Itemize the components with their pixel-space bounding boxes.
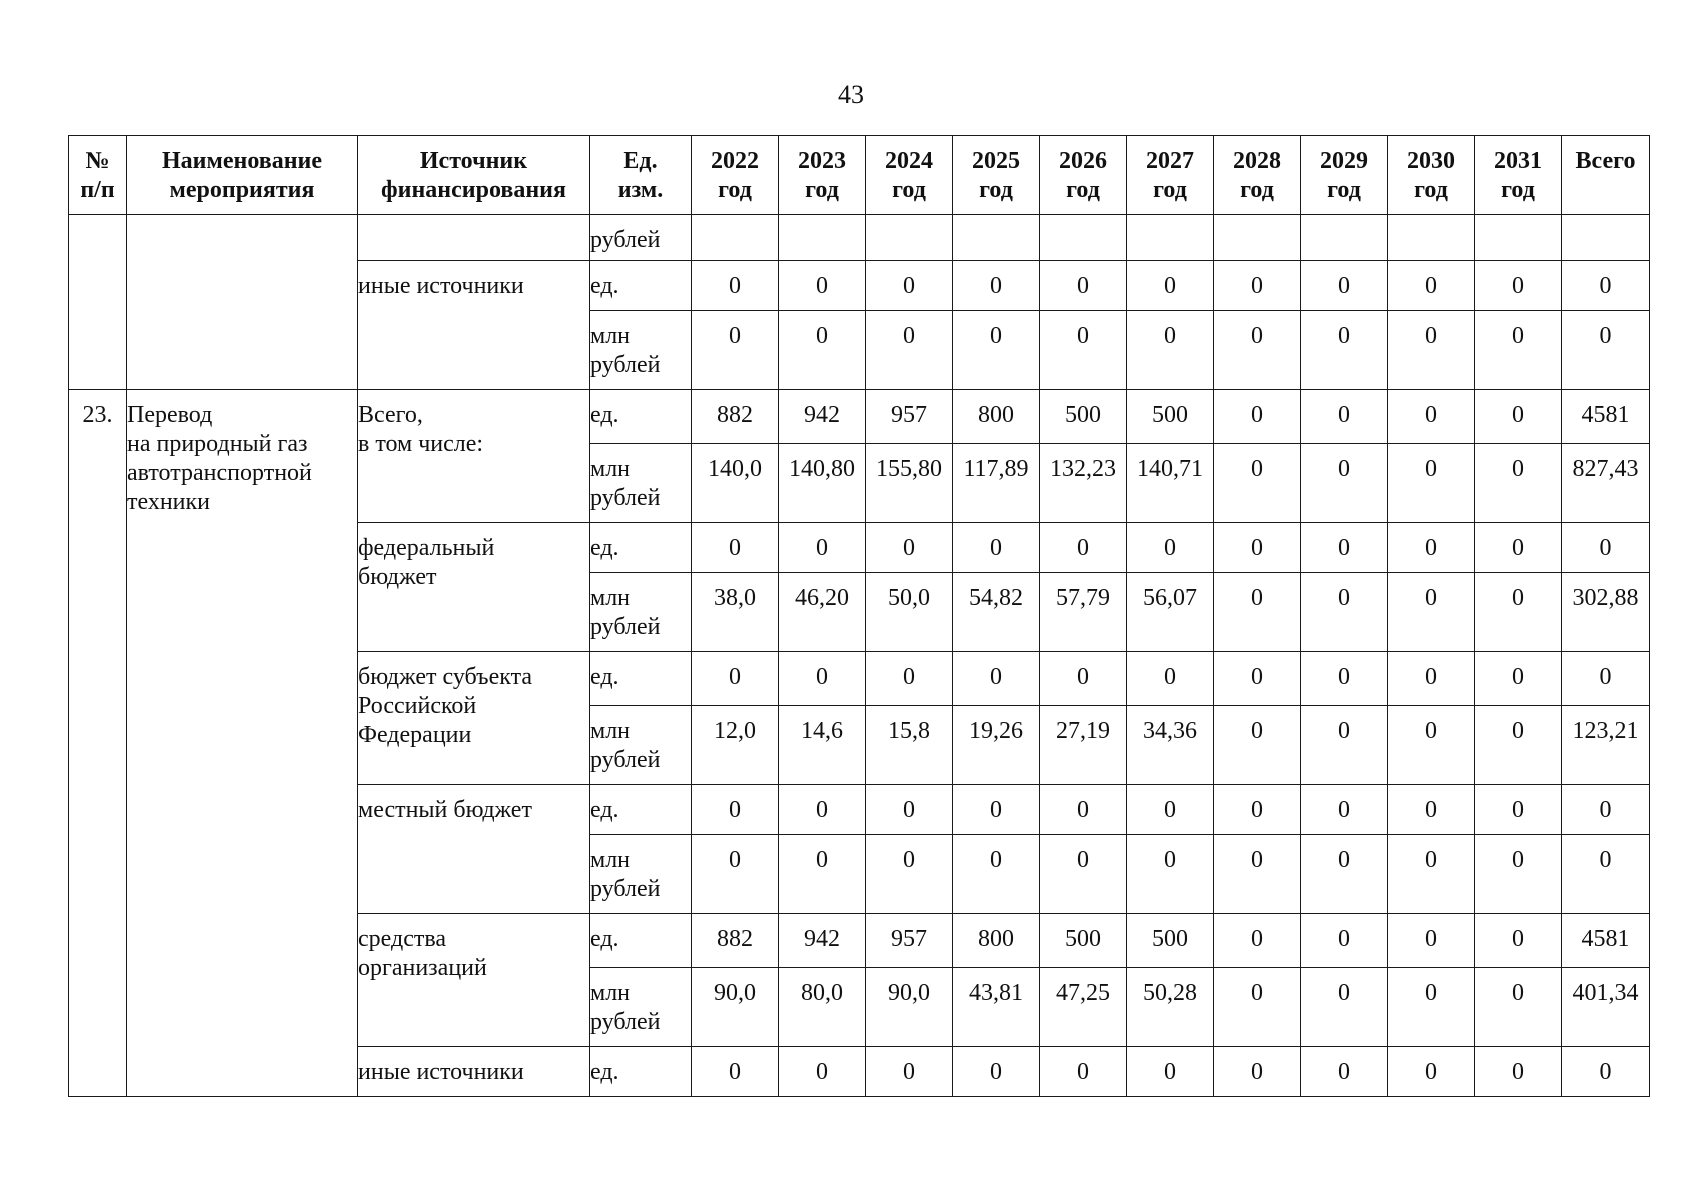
cell-value: 0 [1214,1047,1301,1097]
cell-total: 123,21 [1562,706,1650,785]
cell-value: 50,0 [866,573,953,652]
cell-value: 0 [1214,523,1301,573]
cell-value: 0 [866,835,953,914]
cell-value: 140,0 [692,444,779,523]
cell-value: 46,20 [779,573,866,652]
cell-value: 15,8 [866,706,953,785]
cell-value: 0 [692,523,779,573]
cell-value: 0 [1475,835,1562,914]
cell-value: 38,0 [692,573,779,652]
cell-value: 0 [1214,444,1301,523]
cell-value: 155,80 [866,444,953,523]
cell-value: 0 [1388,914,1475,968]
cell-value: 0 [1214,390,1301,444]
cell-value: 0 [1214,261,1301,311]
cell-total: 302,88 [1562,573,1650,652]
cell-value: 500 [1127,390,1214,444]
cell-value: 0 [1127,311,1214,390]
cell-value: 0 [866,523,953,573]
cell-value: 132,23 [1040,444,1127,523]
table-row [69,390,1650,444]
header-year-2028: 2028 год [1214,136,1301,215]
cell-value: 882 [692,914,779,968]
cell-value: 0 [1475,523,1562,573]
cell-value [1127,215,1214,261]
cell-value: 0 [692,1047,779,1097]
cell-value: 0 [692,785,779,835]
cell-total: 827,43 [1562,444,1650,523]
cell-value: 117,89 [953,444,1040,523]
header-unit: Ед. изм. [590,136,692,215]
cell-value: 942 [779,914,866,968]
cell-value: 0 [779,785,866,835]
cell-total: 0 [1562,261,1650,311]
header-total: Всего [1562,136,1650,215]
cell-value: 0 [1388,968,1475,1047]
cell-source: федеральный бюджет [358,523,590,652]
cell-value: 0 [1301,261,1388,311]
cell-value [1562,215,1650,261]
cell-value: 0 [1475,652,1562,706]
cell-value: 0 [1127,785,1214,835]
cell-value: 0 [1475,785,1562,835]
cell-value: 0 [866,261,953,311]
cell-value: 0 [1301,390,1388,444]
cell-value: 500 [1127,914,1214,968]
cell-value: 0 [1388,444,1475,523]
cell-value: 800 [953,914,1040,968]
cell-value: 0 [1214,706,1301,785]
cell-unit: млн рублей [590,968,692,1047]
cell-source: бюджет субъекта Российской Федерации [358,652,590,785]
cell-unit: млн рублей [590,311,692,390]
cell-value: 0 [953,311,1040,390]
cell-value: 0 [1388,523,1475,573]
cell-value: 140,80 [779,444,866,523]
cell-value: 0 [1214,835,1301,914]
cell-value: 500 [1040,390,1127,444]
cell-value: 0 [1040,652,1127,706]
cell-value: 0 [1301,311,1388,390]
cell-value: 57,79 [1040,573,1127,652]
cell-value: 0 [1475,444,1562,523]
cell-value: 0 [1475,1047,1562,1097]
cell-total: 0 [1562,311,1650,390]
header-name: Наименование мероприятия [127,136,358,215]
cell-value: 0 [953,523,1040,573]
cell-value: 0 [1301,573,1388,652]
cell-source: иные источники [358,261,590,390]
cell-value: 0 [1127,835,1214,914]
cell-unit: ед. [590,652,692,706]
table-row [69,215,1650,261]
cell-value: 47,25 [1040,968,1127,1047]
cell-value: 0 [1475,968,1562,1047]
cell-name [127,215,358,390]
cell-value: 0 [1388,652,1475,706]
cell-value: 27,19 [1040,706,1127,785]
cell-value [692,215,779,261]
cell-source: Всего, в том числе: [358,390,590,523]
cell-value: 0 [779,835,866,914]
cell-value [1040,215,1127,261]
cell-value: 43,81 [953,968,1040,1047]
cell-unit: ед. [590,785,692,835]
cell-unit: ед. [590,1047,692,1097]
cell-value: 12,0 [692,706,779,785]
cell-value: 0 [1301,785,1388,835]
cell-value: 54,82 [953,573,1040,652]
cell-value: 0 [1040,261,1127,311]
cell-value: 0 [1388,1047,1475,1097]
cell-value: 0 [1301,968,1388,1047]
cell-value: 0 [779,523,866,573]
cell-value: 957 [866,914,953,968]
cell-value: 34,36 [1127,706,1214,785]
cell-value: 0 [1388,785,1475,835]
cell-value: 90,0 [692,968,779,1047]
cell-value: 0 [1301,1047,1388,1097]
header-year-2025: 2025 год [953,136,1040,215]
cell-value: 0 [1214,573,1301,652]
cell-value [1214,215,1301,261]
cell-value: 0 [779,652,866,706]
cell-value: 0 [1475,706,1562,785]
cell-value: 0 [953,1047,1040,1097]
header-source: Источник финансирования [358,136,590,215]
cell-source: средства организаций [358,914,590,1047]
cell-value: 0 [953,261,1040,311]
cell-value: 0 [1475,914,1562,968]
cell-value: 0 [1388,835,1475,914]
header-year-2030: 2030 год [1388,136,1475,215]
cell-value: 0 [1214,914,1301,968]
header-year-2023: 2023 год [779,136,866,215]
cell-value: 0 [1040,1047,1127,1097]
cell-value: 0 [866,311,953,390]
cell-unit: рублей [590,215,692,261]
cell-value: 0 [692,652,779,706]
cell-value: 0 [953,785,1040,835]
cell-unit: ед. [590,523,692,573]
cell-total: 0 [1562,1047,1650,1097]
cell-value: 0 [1301,652,1388,706]
cell-value [1475,215,1562,261]
cell-value: 0 [953,835,1040,914]
cell-value: 0 [1301,706,1388,785]
cell-name: Перевод на природный газ автотранспортной техники [127,390,358,1097]
cell-value: 0 [953,652,1040,706]
cell-value: 0 [692,311,779,390]
cell-value: 0 [1301,444,1388,523]
cell-unit: ед. [590,261,692,311]
cell-total: 0 [1562,835,1650,914]
cell-value: 0 [1475,311,1562,390]
cell-value [779,215,866,261]
cell-value: 0 [1475,390,1562,444]
cell-value: 0 [1475,261,1562,311]
cell-value: 0 [692,835,779,914]
cell-unit: млн рублей [590,444,692,523]
cell-no: 23. [69,390,127,1097]
cell-value: 0 [1301,523,1388,573]
cell-source [358,215,590,261]
cell-value: 0 [1127,652,1214,706]
cell-unit: ед. [590,914,692,968]
cell-value: 0 [1388,311,1475,390]
cell-value: 140,71 [1127,444,1214,523]
cell-value: 80,0 [779,968,866,1047]
cell-total: 0 [1562,523,1650,573]
cell-value: 882 [692,390,779,444]
cell-value [953,215,1040,261]
cell-value: 0 [866,1047,953,1097]
cell-value: 0 [1214,785,1301,835]
cell-value [1388,215,1475,261]
header-year-2029: 2029 год [1301,136,1388,215]
cell-value: 14,6 [779,706,866,785]
cell-value: 957 [866,390,953,444]
cell-value: 0 [1301,914,1388,968]
cell-value: 0 [1301,835,1388,914]
cell-value: 0 [1127,261,1214,311]
cell-value: 0 [1040,311,1127,390]
cell-value: 0 [866,785,953,835]
cell-unit: ед. [590,390,692,444]
cell-value: 0 [1040,785,1127,835]
cell-value: 800 [953,390,1040,444]
cell-total: 4581 [1562,914,1650,968]
cell-value: 0 [692,261,779,311]
cell-value: 50,28 [1127,968,1214,1047]
cell-value: 0 [866,652,953,706]
cell-value: 90,0 [866,968,953,1047]
cell-value [1301,215,1388,261]
cell-value: 0 [1214,652,1301,706]
cell-total: 0 [1562,785,1650,835]
page-number: 43 [838,80,864,109]
cell-value: 0 [1388,261,1475,311]
cell-value: 0 [1388,390,1475,444]
cell-value: 0 [1040,523,1127,573]
cell-unit: млн рублей [590,706,692,785]
cell-value: 0 [1214,968,1301,1047]
cell-value: 19,26 [953,706,1040,785]
header-year-2026: 2026 год [1040,136,1127,215]
cell-total: 4581 [1562,390,1650,444]
header-no: № п/п [69,136,127,215]
cell-value [866,215,953,261]
cell-value: 0 [779,1047,866,1097]
cell-value: 0 [779,261,866,311]
cell-value: 0 [1214,311,1301,390]
cell-value: 0 [1388,573,1475,652]
header-year-2024: 2024 год [866,136,953,215]
header-year-2027: 2027 год [1127,136,1214,215]
cell-unit: млн рублей [590,835,692,914]
cell-value: 0 [1127,523,1214,573]
cell-value: 56,07 [1127,573,1214,652]
cell-unit: млн рублей [590,573,692,652]
cell-value: 0 [1127,1047,1214,1097]
cell-total: 401,34 [1562,968,1650,1047]
header-year-2031: 2031 год [1475,136,1562,215]
cell-value: 0 [1475,573,1562,652]
cell-value: 0 [1388,706,1475,785]
cell-value: 500 [1040,914,1127,968]
cell-value: 0 [779,311,866,390]
header-year-2022: 2022 год [692,136,779,215]
header-row [69,136,1650,215]
cell-value: 942 [779,390,866,444]
cell-total: 0 [1562,652,1650,706]
financing-table [68,135,1650,1097]
cell-source: иные источники [358,1047,590,1097]
cell-source: местный бюджет [358,785,590,914]
cell-no [69,215,127,390]
cell-value: 0 [1040,835,1127,914]
